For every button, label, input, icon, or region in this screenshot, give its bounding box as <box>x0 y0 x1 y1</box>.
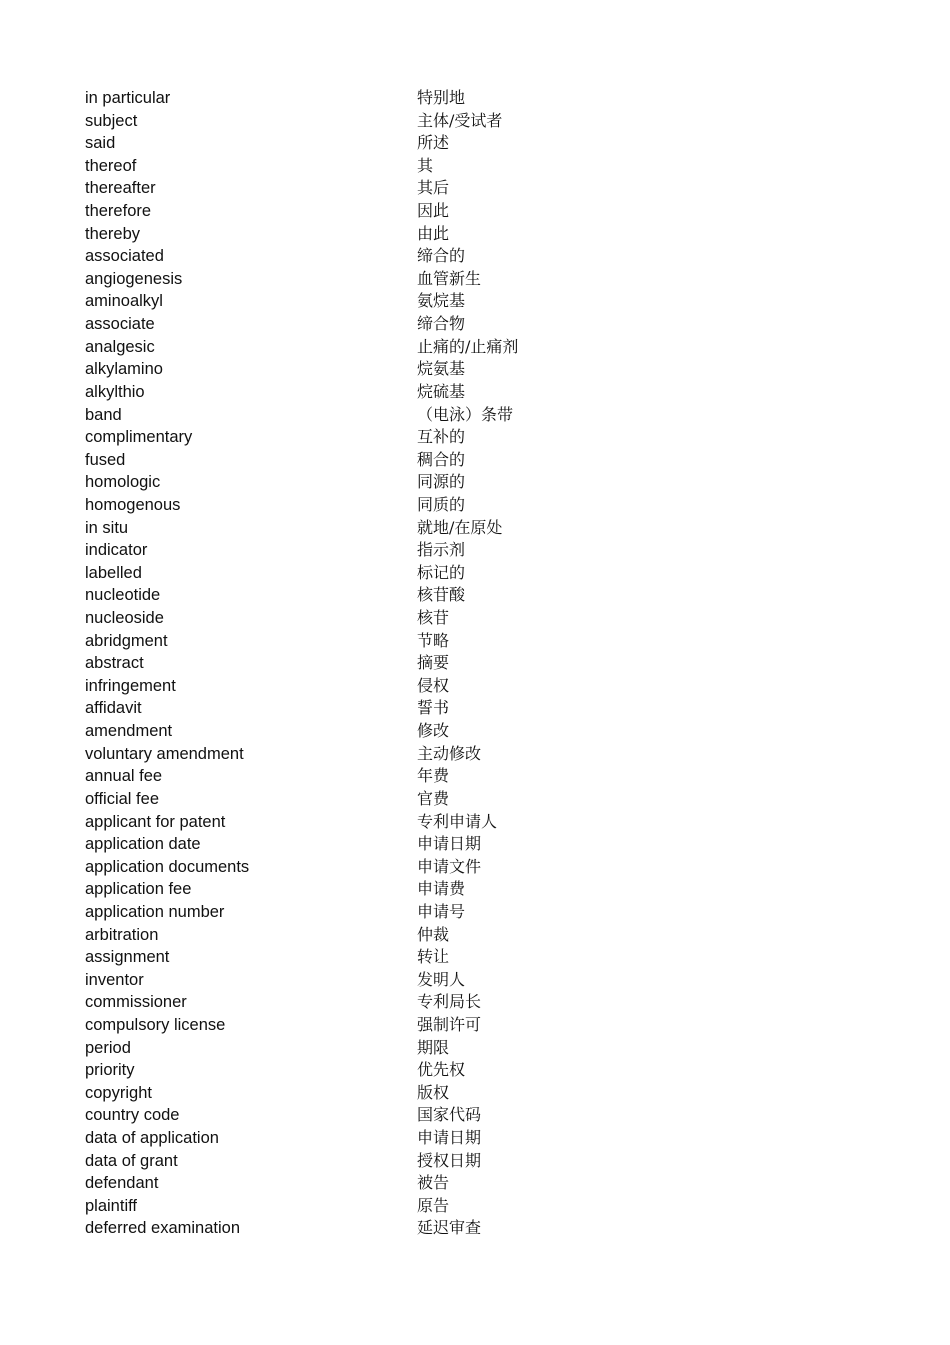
term-zh: 互补的 <box>417 427 466 447</box>
term-en: homologic <box>85 473 161 492</box>
term-en: associate <box>85 315 155 334</box>
term-en: in particular <box>85 89 171 107</box>
term-en: nucleotide <box>85 586 161 605</box>
term-zh: 烷氨基 <box>417 359 466 379</box>
glossary-row <box>85 200 785 223</box>
glossary-row <box>85 539 785 562</box>
term-zh: 强制许可 <box>417 1014 482 1034</box>
glossary-row <box>85 584 785 607</box>
glossary-row <box>85 991 785 1014</box>
glossary-row <box>85 449 785 472</box>
term-en: complimentary <box>85 428 193 447</box>
term-zh: 年费 <box>417 766 450 786</box>
term-en: band <box>85 405 122 424</box>
term-zh: 修改 <box>417 721 450 741</box>
glossary-row <box>85 313 785 336</box>
term-en: compulsory license <box>85 1015 226 1034</box>
term-en: subject <box>85 111 138 130</box>
term-en: angiogenesis <box>85 269 183 288</box>
term-en: annual fee <box>85 767 163 786</box>
glossary-row <box>85 630 785 653</box>
term-zh: 发明人 <box>417 969 466 989</box>
glossary-row <box>85 856 785 879</box>
term-en: deferred examination <box>85 1219 241 1238</box>
term-en: copyright <box>85 1083 152 1102</box>
glossary-row <box>85 743 785 766</box>
glossary-row <box>85 969 785 992</box>
term-en: arbitration <box>85 925 159 944</box>
term-en: application fee <box>85 880 192 899</box>
glossary-row <box>85 901 785 924</box>
term-en: period <box>85 1038 131 1057</box>
term-zh: 主体/受试者 <box>417 110 503 130</box>
term-zh: 节略 <box>417 630 450 650</box>
term-zh: 延迟审查 <box>417 1218 482 1238</box>
term-en: affidavit <box>85 699 142 718</box>
glossary-row <box>85 404 785 427</box>
term-zh: 标记的 <box>417 562 466 582</box>
term-zh: 摘要 <box>417 653 450 673</box>
term-zh: （电泳）条带 <box>417 404 514 424</box>
term-zh: 专利申请人 <box>417 811 498 831</box>
term-zh: 官费 <box>417 788 450 808</box>
term-en: indicator <box>85 541 148 560</box>
term-zh: 优先权 <box>417 1060 466 1080</box>
glossary-row <box>85 268 785 291</box>
term-en: assignment <box>85 948 170 967</box>
glossary-row <box>85 87 785 110</box>
glossary-row <box>85 358 785 381</box>
glossary-row <box>85 811 785 834</box>
term-en: analgesic <box>85 337 155 356</box>
term-zh: 缔合物 <box>417 314 466 334</box>
glossary-row <box>85 1217 785 1240</box>
glossary-row <box>85 1150 785 1173</box>
term-zh: 核苷酸 <box>417 585 466 605</box>
term-zh: 特别地 <box>417 88 466 107</box>
term-en: applicant for patent <box>85 812 226 831</box>
term-zh: 申请文件 <box>417 856 482 876</box>
term-zh: 申请日期 <box>417 834 482 854</box>
term-en: country code <box>85 1106 180 1125</box>
term-zh: 核苷 <box>417 608 450 628</box>
glossary-row <box>85 517 785 540</box>
term-en: voluntary amendment <box>85 744 244 763</box>
term-zh: 专利局长 <box>417 992 482 1012</box>
glossary-row <box>85 132 785 155</box>
glossary-row <box>85 697 785 720</box>
term-zh: 申请号 <box>417 901 466 921</box>
term-zh: 稠合的 <box>417 449 466 469</box>
term-zh: 授权日期 <box>417 1150 482 1170</box>
term-en: nucleoside <box>85 609 164 628</box>
term-zh: 誓书 <box>417 698 450 718</box>
glossary-row <box>85 245 785 268</box>
term-zh: 所述 <box>417 133 450 153</box>
term-zh: 氨烷基 <box>417 291 466 311</box>
glossary-row <box>85 1059 785 1082</box>
term-zh: 国家代码 <box>417 1105 482 1125</box>
term-zh: 期限 <box>417 1037 450 1057</box>
glossary-row <box>85 1104 785 1127</box>
glossary-row <box>85 1172 785 1195</box>
term-en: data of grant <box>85 1151 178 1170</box>
glossary-row <box>85 607 785 630</box>
glossary-row <box>85 471 785 494</box>
term-en: homogenous <box>85 495 181 514</box>
term-zh: 因此 <box>417 201 450 221</box>
term-en: alkylthio <box>85 382 145 401</box>
term-en: data of application <box>85 1129 219 1148</box>
term-en: abstract <box>85 654 144 673</box>
term-en: application documents <box>85 857 250 876</box>
term-zh: 其后 <box>417 178 450 198</box>
term-en: therefore <box>85 202 152 221</box>
term-en: commissioner <box>85 993 187 1012</box>
glossary-row <box>85 878 785 901</box>
glossary-row <box>85 1127 785 1150</box>
glossary-row <box>85 765 785 788</box>
term-zh: 侵权 <box>417 675 450 695</box>
term-zh: 被告 <box>417 1173 450 1193</box>
glossary-row <box>85 720 785 743</box>
term-en: said <box>85 134 116 153</box>
term-en: aminoalkyl <box>85 292 163 311</box>
term-zh: 由此 <box>417 223 450 243</box>
term-zh: 就地/在原处 <box>417 517 503 537</box>
term-zh: 主动修改 <box>417 743 482 763</box>
glossary-row <box>85 494 785 517</box>
term-zh: 血管新生 <box>417 268 482 288</box>
glossary-row <box>85 562 785 585</box>
term-en: labelled <box>85 563 142 582</box>
glossary-row <box>85 652 785 675</box>
glossary-row <box>85 426 785 449</box>
glossary-row <box>85 1082 785 1105</box>
term-zh: 申请日期 <box>417 1128 482 1148</box>
glossary-row <box>85 1037 785 1060</box>
term-en: priority <box>85 1061 135 1080</box>
glossary-row <box>85 223 785 246</box>
glossary-row <box>85 1014 785 1037</box>
term-en: defendant <box>85 1174 159 1193</box>
glossary-row <box>85 788 785 811</box>
term-en: amendment <box>85 722 173 741</box>
term-zh: 烷硫基 <box>417 381 466 401</box>
glossary-row <box>85 110 785 133</box>
term-en: official fee <box>85 789 159 808</box>
glossary-list <box>85 87 785 1240</box>
glossary-row <box>85 155 785 178</box>
glossary-row <box>85 833 785 856</box>
term-en: associated <box>85 247 164 266</box>
glossary-row <box>85 1195 785 1218</box>
glossary-row <box>85 381 785 404</box>
term-en: plaintiff <box>85 1196 137 1215</box>
glossary-row <box>85 946 785 969</box>
term-zh: 缔合的 <box>417 246 466 266</box>
term-en: thereof <box>85 156 137 175</box>
term-en: application number <box>85 902 225 921</box>
glossary-row <box>85 924 785 947</box>
glossary-row <box>85 290 785 313</box>
term-en: thereafter <box>85 179 156 198</box>
term-en: infringement <box>85 676 176 695</box>
term-zh: 同源的 <box>417 472 466 492</box>
term-en: inventor <box>85 970 144 989</box>
glossary-row <box>85 336 785 359</box>
term-en: thereby <box>85 224 141 243</box>
term-zh: 仲裁 <box>417 924 450 944</box>
term-en: in situ <box>85 518 129 537</box>
term-zh: 转让 <box>417 947 450 967</box>
term-en: alkylamino <box>85 360 163 379</box>
term-zh: 同质的 <box>417 494 466 514</box>
term-zh: 其 <box>417 155 434 175</box>
term-zh: 指示剂 <box>417 540 466 560</box>
term-zh: 止痛的/止痛剂 <box>417 336 519 356</box>
term-en: fused <box>85 450 126 469</box>
term-en: application date <box>85 835 201 854</box>
glossary-row <box>85 177 785 200</box>
term-en: abridgment <box>85 631 168 650</box>
term-zh: 版权 <box>417 1082 450 1102</box>
term-zh: 申请费 <box>417 879 466 899</box>
glossary-row <box>85 675 785 698</box>
term-zh: 原告 <box>417 1195 450 1215</box>
